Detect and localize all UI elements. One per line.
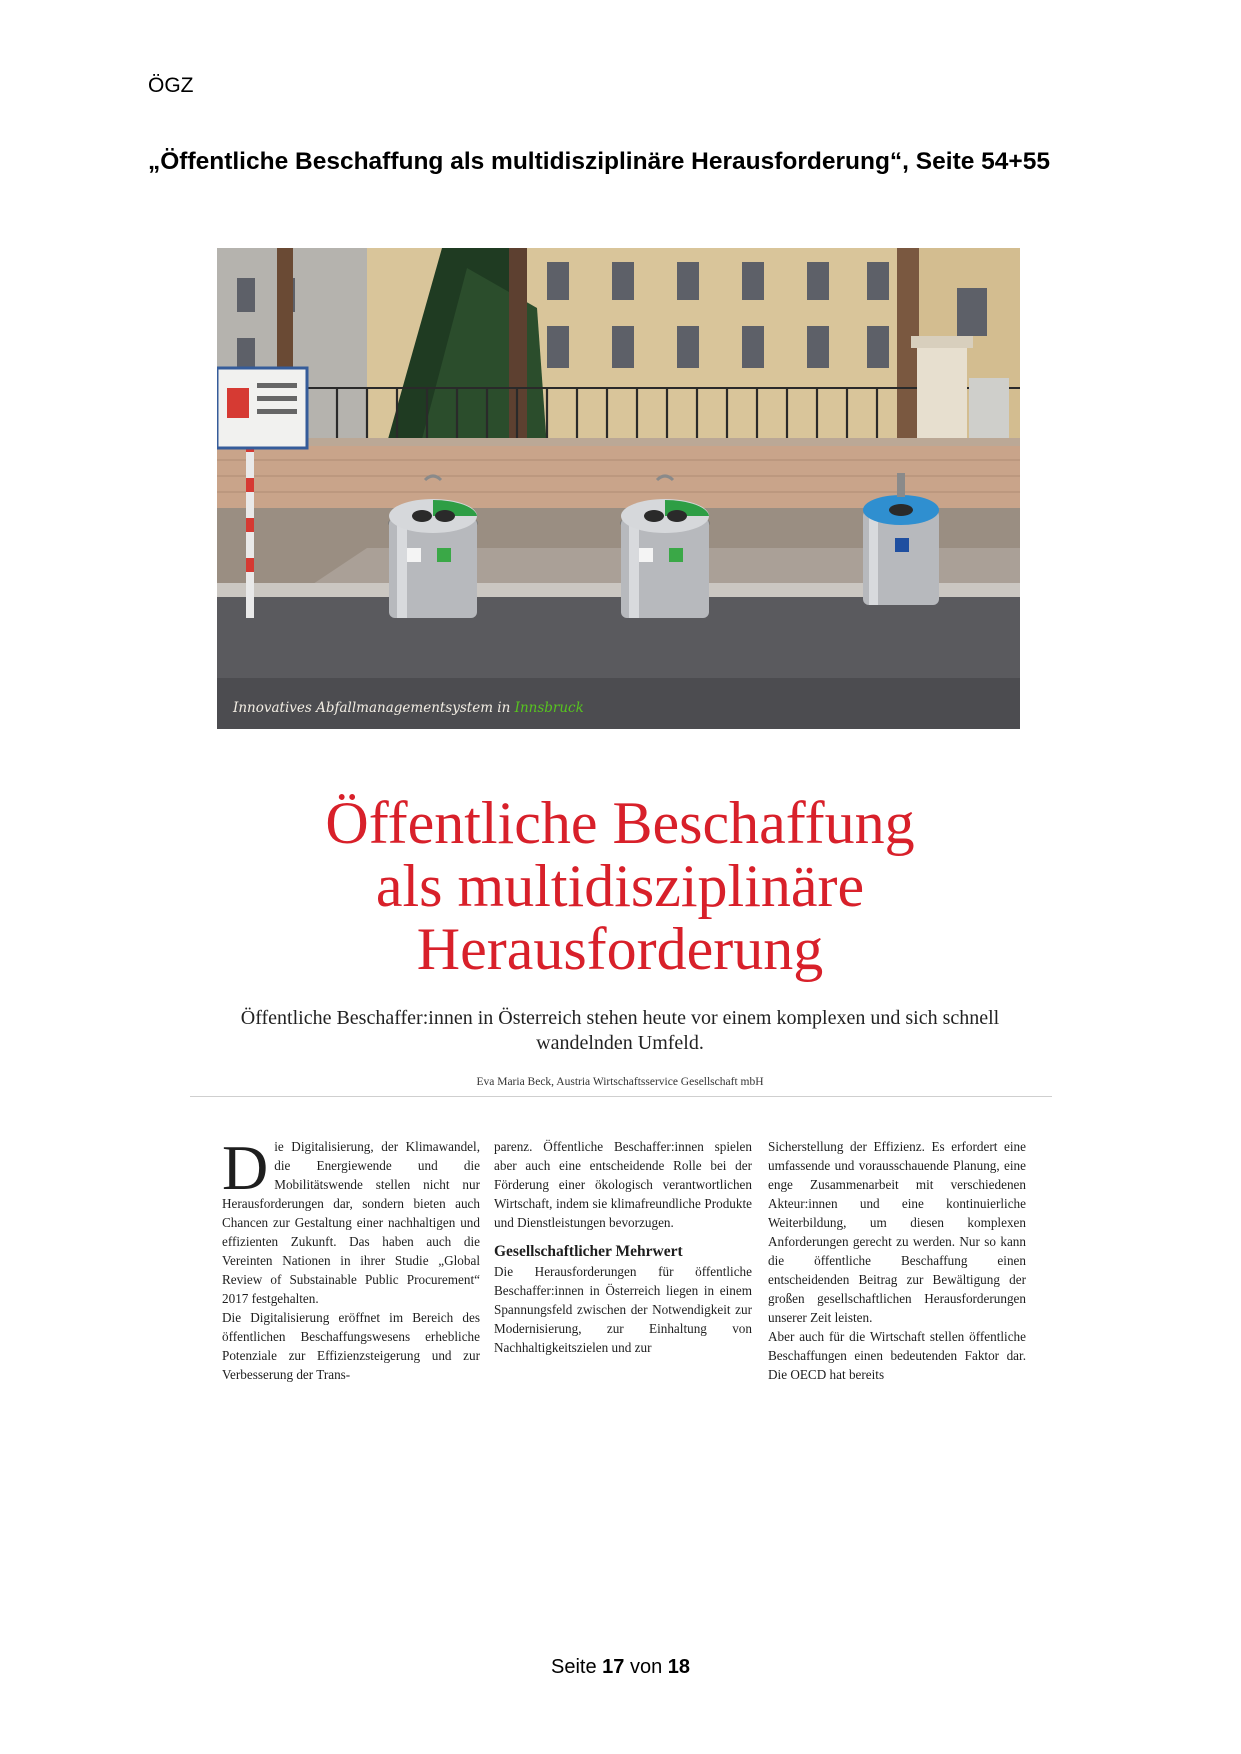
article-author: Eva Maria Beck, Austria Wirtschaftsservice Gesellschaft mbH — [476, 1076, 764, 1088]
column-3-text-2: Aber auch für die Wirtschaft stellen öffentliche Beschaffungen einen bedeutenden Faktor dar. Die OECD hat bereits — [768, 1329, 1026, 1382]
article-column-3 — [768, 1137, 1026, 1384]
section-heading: Gesellschaftlicher Mehrwert — [494, 1243, 683, 1260]
article-photo — [217, 248, 1020, 729]
photo-caption — [233, 700, 584, 716]
divider-rule — [190, 1096, 1052, 1097]
footer-separator: von — [629, 1656, 663, 1678]
footer-prefix: Seite — [550, 1656, 597, 1678]
article-subtitle: Öffentliche Beschaffer:innen in Österreich stehen heute vor einem komplexen und sich schnell wandelnden Umfeld. — [240, 1007, 1000, 1054]
article-column-1 — [222, 1132, 480, 1384]
photo-caption-highlight: Innsbruck — [514, 700, 584, 716]
column-1-text: ie Digitalisierung, der Klimawandel, die Energiewende und die Mobilitätswende stellen nicht nur Herausforderungen dar, sondern bieten auch Chancen zur Gestaltung einer nachhaltigen und effizienten Zukunft. Das haben auch die Vereinten Nationen in ihrer Studie „Global Review of Substainable Public Procurement“ 2017 festgehalten. — [222, 1139, 480, 1306]
column-3-text: Sicherstellung der Effizienz. Es erfordert eine umfassende und vorausschauende Planung, eine enge Zusammenarbeit mit verschiedenen Akteur:innen und eine kontinuierliche Weiterbildung, um diesen komplexen Anforderungen gerecht zu werden. Nur so kann die öffentliche Beschaffung einen entscheidenden Beitrag zur Bewältigung der großen gesellschaftlichen Herausforderungen unserer Zeit leisten. — [768, 1139, 1026, 1325]
footer-total-pages: 18 — [667, 1656, 691, 1678]
headline-line-2: als multidisziplinäre — [375, 853, 865, 919]
document-title: „Öffentliche Beschaffung als multidisziplinäre Herausforderung“, Seite 54+55 — [148, 148, 1050, 175]
publication-label: ÖGZ — [148, 74, 194, 97]
footer-current-page: 17 — [602, 1656, 625, 1678]
page-footer — [0, 1656, 1241, 1679]
article-column-2 — [494, 1137, 752, 1357]
article-headline — [220, 792, 1020, 981]
dropcap: D — [222, 1132, 269, 1203]
column-2-text-2: Die Herausforderungen für öffentliche Beschaffer:innen in Österreich liegen in einem Spannungsfeld zwischen der Notwendigkeit zur Modernisierung, zur Einhaltung von Nachhaltigkeitszielen und zur — [494, 1264, 752, 1355]
headline-line-3: Herausforderung — [416, 916, 824, 982]
photo-caption-text: Innovatives Abfallmanagementsystem in — [233, 700, 511, 716]
column-1-text-2: Die Digitalisierung eröffnet im Bereich des öffentlichen Beschaffungswesens erhebliche Potenziale zur Effizienzsteigerung und zur Verbesserung der Trans- — [222, 1310, 480, 1382]
column-2-text: parenz. Öffentliche Beschaffer:innen spielen aber auch eine entscheidende Rolle bei der Förderung einer ökologisch verantwortlichen Wirtschaft, indem sie klimafreundliche Produkte und Dienstleistungen bevorzugen. — [494, 1139, 752, 1230]
headline-line-1: Öffentliche Beschaffung — [325, 790, 915, 856]
